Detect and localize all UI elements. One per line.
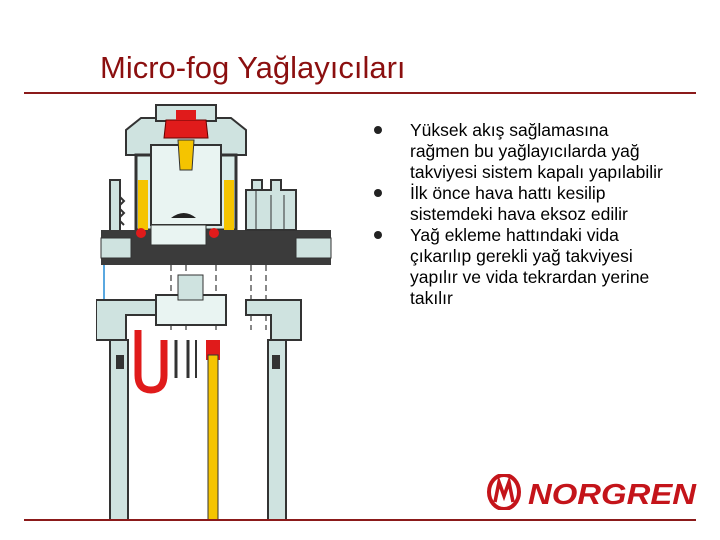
lubricator-cross-section-diagram <box>96 100 336 520</box>
bullet-item: Yüksek akış sağlamasına rağmen bu yağlayıcılarda yağ takviyesi sistem kapalı yapılabilir <box>370 120 670 183</box>
bullet-item: Yağ ekleme hattındaki vida çıkarılıp gerekli yağ takviyesi yapılır ve vida tekrardan yerine takılır <box>370 225 670 309</box>
yellow-channel-left <box>138 180 148 235</box>
red-siphon-loop <box>138 330 164 390</box>
slide-title: Micro-fog Yağlayıcıları <box>100 50 406 85</box>
red-adjuster <box>164 120 208 138</box>
red-seal-left <box>136 228 146 238</box>
logo-wordmark: NORGREN <box>528 479 698 510</box>
yellow-channel-right <box>224 180 234 235</box>
drip-tube <box>178 140 194 170</box>
norgren-logo <box>486 474 698 510</box>
bowl-flange <box>96 300 156 340</box>
title-divider <box>24 92 696 94</box>
norgren-emblem-icon <box>489 475 519 509</box>
red-seal-right <box>209 228 219 238</box>
oil-pickup-tube <box>208 355 218 520</box>
bullet-list <box>370 120 670 309</box>
bullet-item: İlk önce hava hattı kesilip sistemdeki hava eksoz edilir <box>370 183 670 225</box>
footer-divider <box>24 519 696 521</box>
